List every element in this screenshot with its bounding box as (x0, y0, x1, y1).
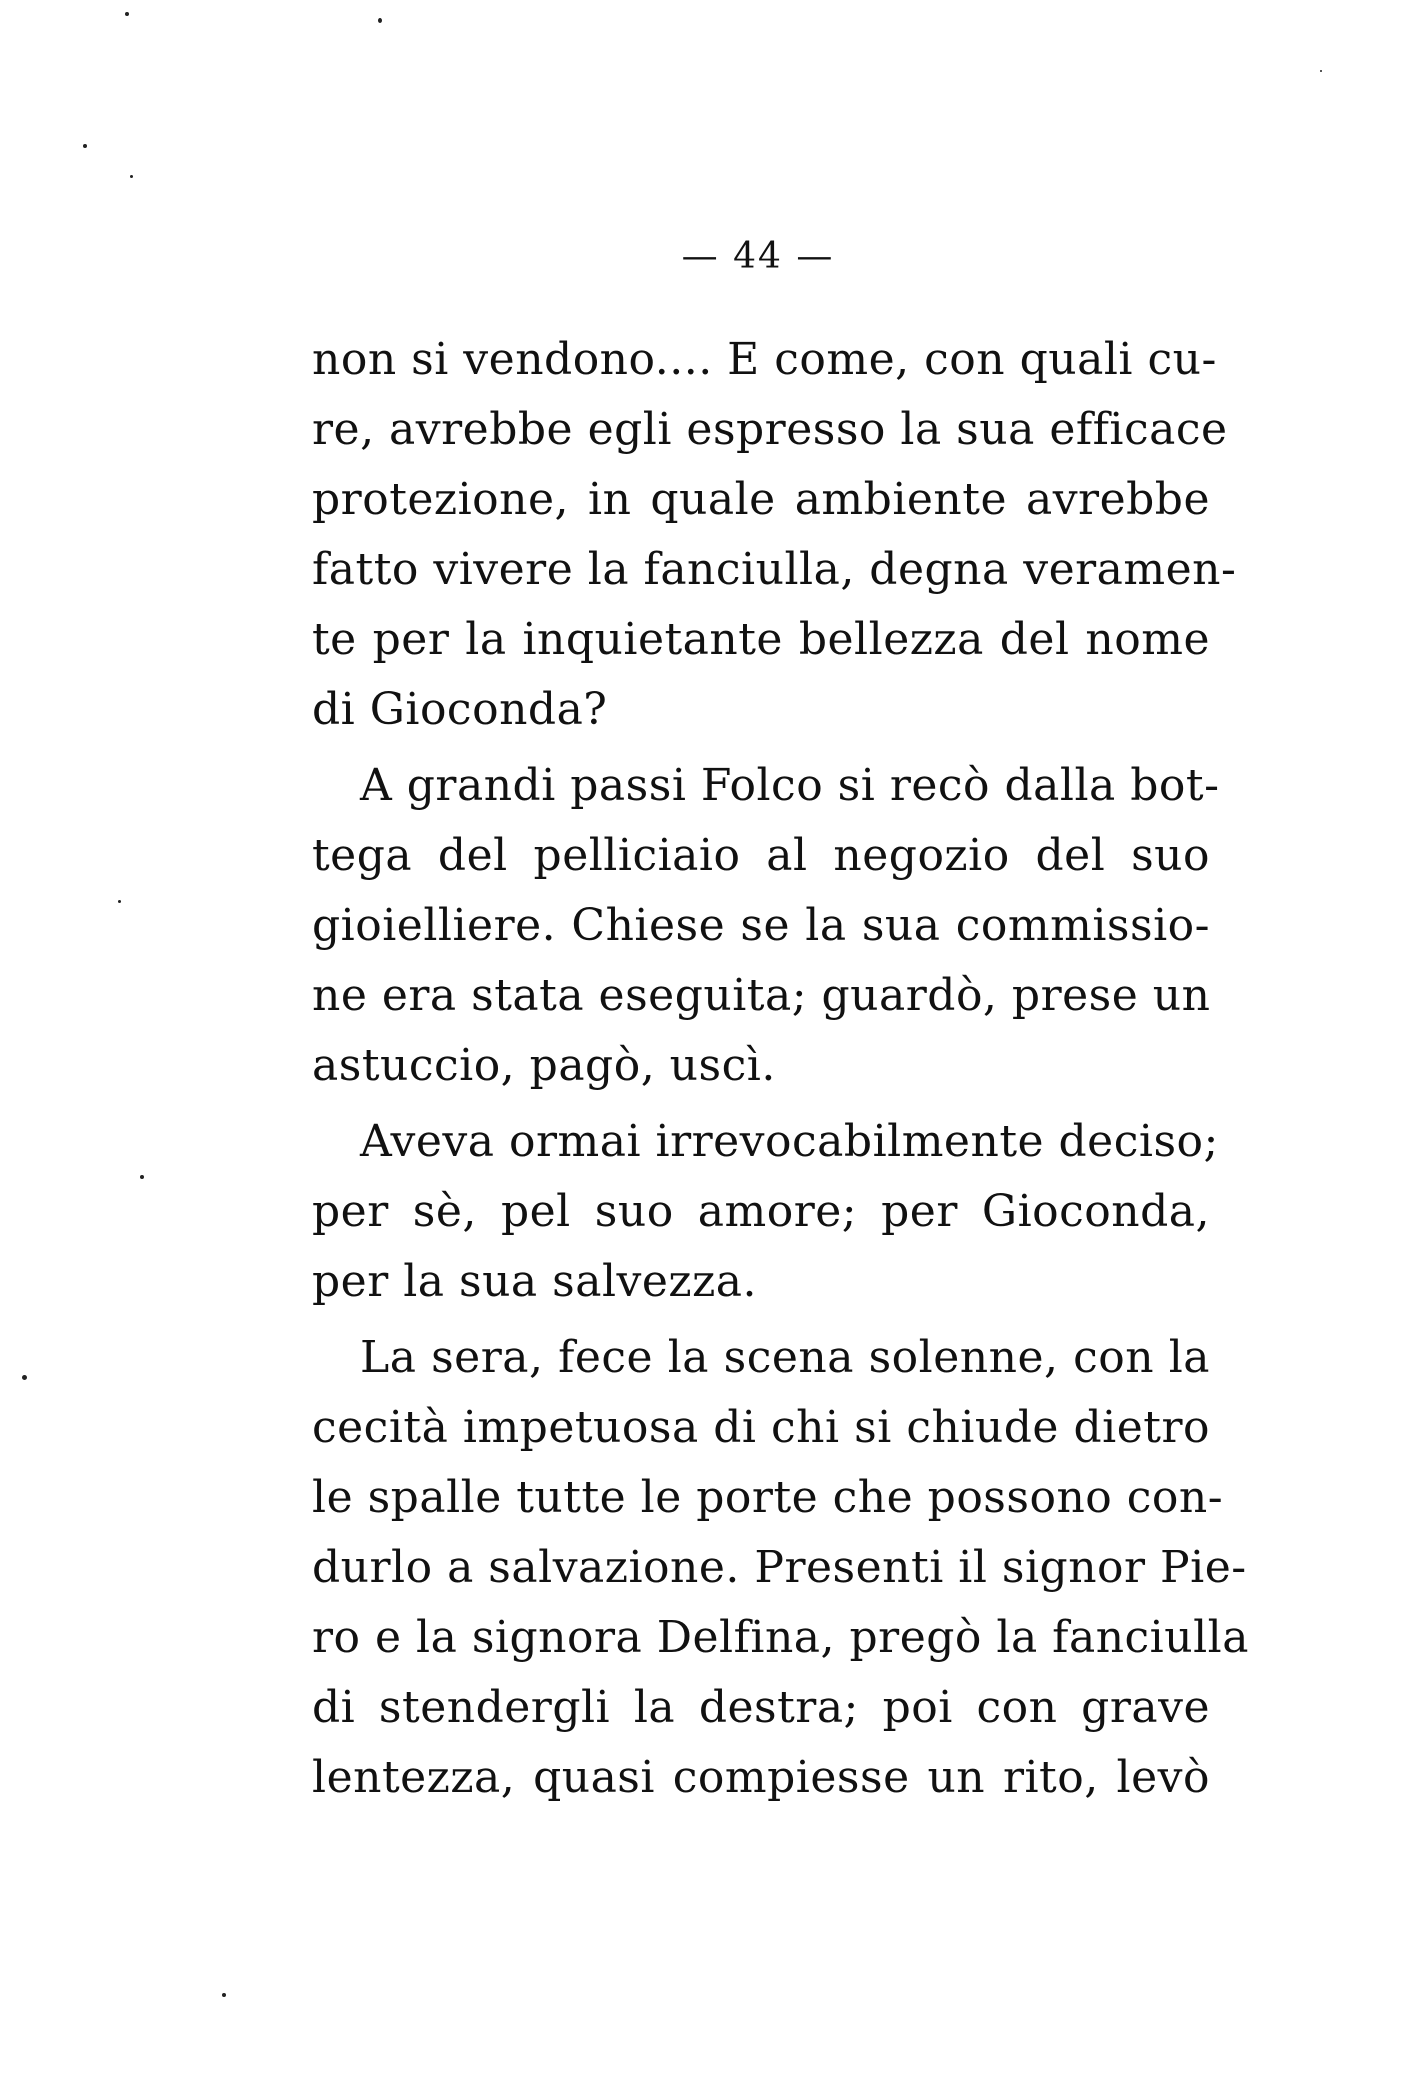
text-line: cecità impetuosa di chi si chiude dietro (312, 1402, 1210, 1453)
paragraph-2 (312, 751, 1220, 1101)
text-line: ro e la signora Delfina, pregò la fanciulla (312, 1612, 1249, 1663)
paragraph-1 (312, 325, 1237, 745)
scan-speck (140, 1175, 144, 1179)
body-text (312, 325, 1249, 1813)
text-line: di Gioconda? (312, 684, 608, 735)
scan-speck (1320, 70, 1322, 72)
text-line: fatto vivere la fanciulla, degna veramen- (312, 544, 1237, 595)
scan-speck (378, 18, 382, 23)
text-line: ne era stata eseguita; guardò, prese un (312, 970, 1211, 1021)
text-line: astuccio, pagò, uscì. (312, 1040, 776, 1091)
text-line: durlo a salvazione. Presenti il signor Pie- (312, 1542, 1247, 1593)
paragraph-4 (312, 1323, 1249, 1813)
text-line: protezione, in quale ambiente avrebbe (312, 474, 1210, 525)
text-line: per sè, pel suo amore; per Gioconda, (312, 1186, 1210, 1237)
scan-speck (83, 144, 87, 148)
scan-speck (125, 12, 129, 16)
text-line: Aveva ormai irrevocabilmente deciso; (360, 1116, 1219, 1167)
page-number: — 44 — (681, 236, 835, 277)
scan-speck (130, 175, 133, 178)
text-line: non si vendono.... E come, con quali cu- (312, 334, 1217, 385)
scan-speck (222, 1993, 226, 1997)
text-line: di stendergli la destra; poi con grave (312, 1682, 1210, 1733)
text-line: La sera, fece la scena solenne, con la (360, 1332, 1210, 1383)
text-line: te per la inquietante bellezza del nome (312, 614, 1210, 665)
text-line: A grandi passi Folco si recò dalla bot- (360, 760, 1220, 811)
scan-speck (22, 1375, 27, 1380)
text-line: tega del pelliciaio al negozio del suo (312, 830, 1210, 881)
text-line: le spalle tutte le porte che possono con- (312, 1472, 1224, 1523)
text-line: per la sua salvezza. (312, 1256, 758, 1307)
text-line: re, avrebbe egli espresso la sua efficace (312, 404, 1228, 455)
text-line: gioielliere. Chiese se la sua commissio- (312, 900, 1210, 951)
scan-speck (118, 900, 121, 903)
text-line: lentezza, quasi compiesse un rito, levò (312, 1752, 1210, 1803)
paragraph-3 (312, 1107, 1219, 1317)
